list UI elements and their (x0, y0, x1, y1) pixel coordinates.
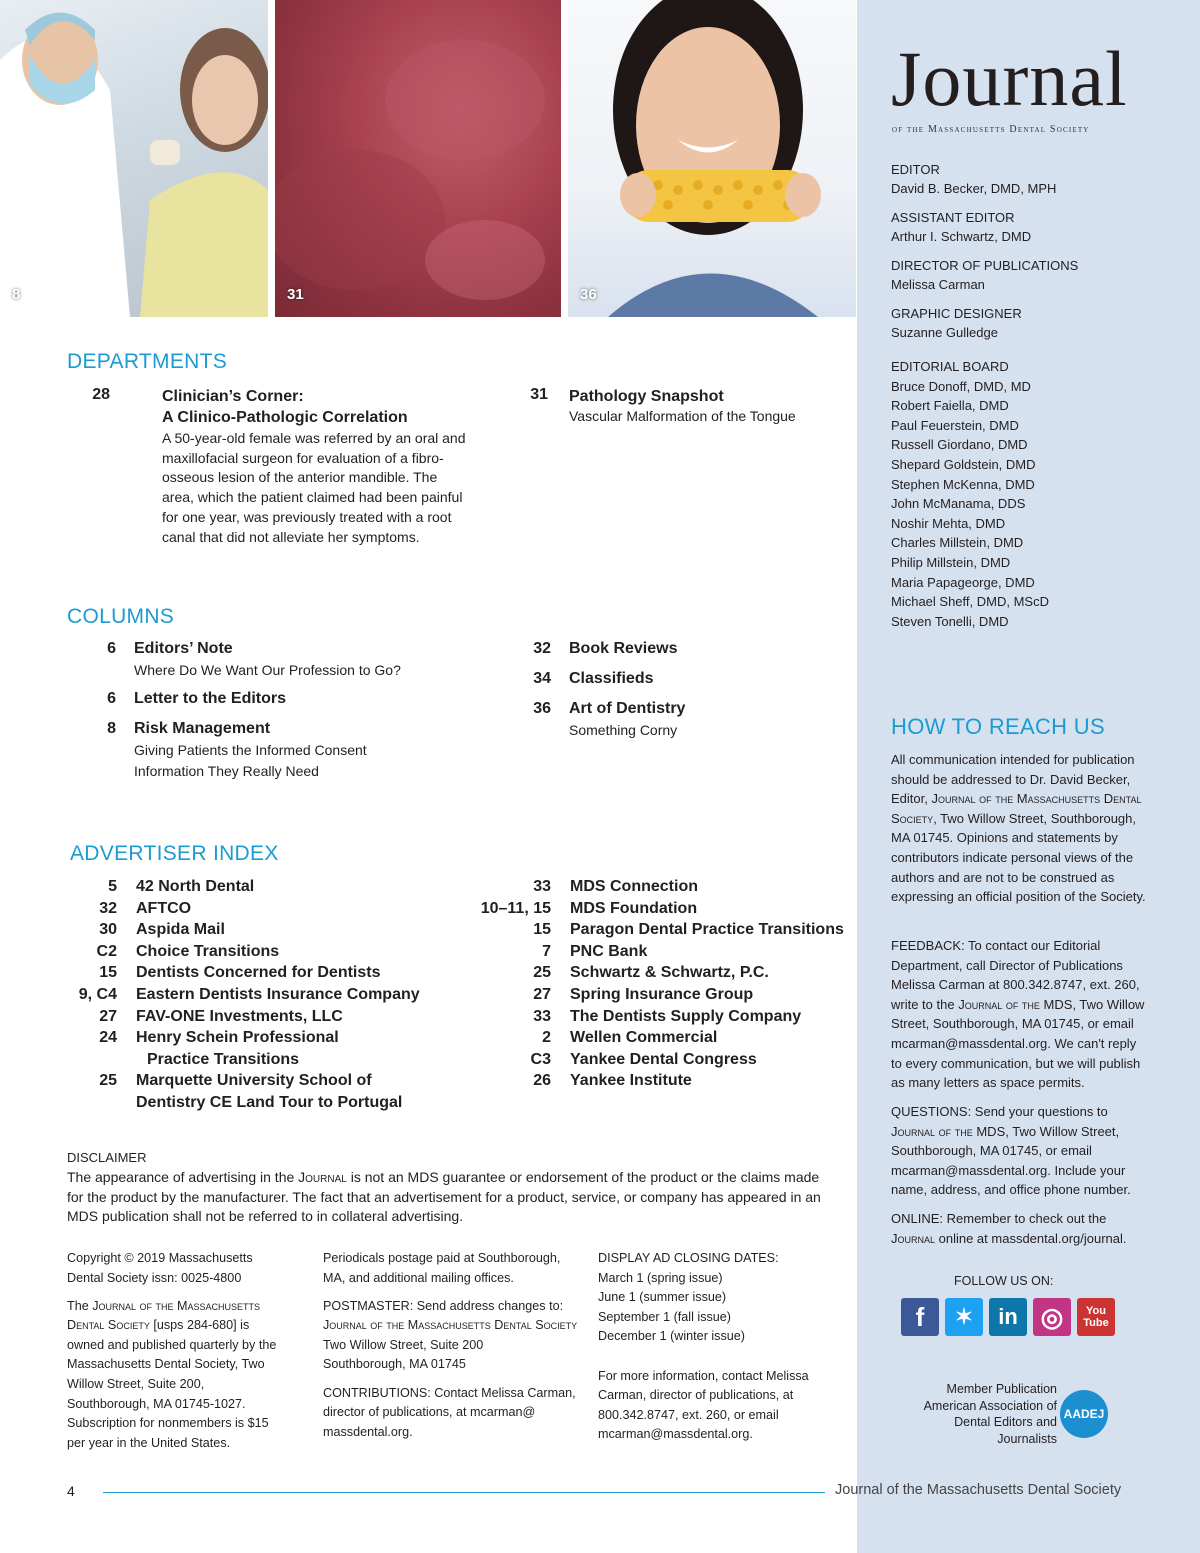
journal-name: Journal of the Massachusetts Dental Society (67, 1298, 261, 1333)
role-name: Melissa Carman (891, 277, 985, 292)
advertiser-page-number: 25 (99, 1072, 117, 1090)
postmaster-address: Southborough, MA 01745 (323, 1357, 466, 1372)
dentist-patient-illustration (0, 0, 268, 317)
advertiser-name: MDS Foundation (570, 899, 698, 917)
postmaster-text: POSTMASTER: Send address changes to: (323, 1298, 564, 1313)
advertiser-page-number: 15 (533, 921, 551, 939)
advertiser-name: Practice Transitions (147, 1050, 300, 1068)
journal-name: Journal of the (891, 1123, 973, 1139)
editorial-board-title: EDITORIAL BOARD (891, 359, 1009, 374)
department-title-line: Clinician’s Corner: (162, 388, 304, 405)
masthead-sidebar (857, 0, 1200, 1553)
advertiser-row (66, 898, 466, 920)
advertiser-list-right (470, 876, 860, 1092)
role-title: GRAPHIC DESIGNER (891, 306, 1022, 321)
board-member: Steven Tonelli, DMD (891, 613, 1009, 629)
advertiser-name: Yankee Dental Congress (570, 1050, 757, 1068)
advertiser-page-number: 15 (99, 964, 117, 982)
ad-date: December 1 (winter issue) (598, 1329, 745, 1344)
role-title: DIRECTOR OF PUBLICATIONS (891, 258, 1079, 273)
advertiser-page-number: 33 (533, 1007, 551, 1025)
advertiser-name: Choice Transitions (136, 942, 280, 960)
board-member: Shepard Goldstein, DMD (891, 456, 1036, 472)
disclaimer-part: The appearance of advertising in the (67, 1169, 299, 1185)
board-member: Michael Sheff, DMD, MScD (891, 594, 1049, 610)
department-page-number: 28 (92, 386, 110, 403)
column-title: Art of Dentistry (569, 700, 686, 717)
online-text: ONLINE: Remember to check out the (891, 1211, 1107, 1226)
postmaster-note (323, 1297, 578, 1375)
ad-date: June 1 (summer issue) (598, 1290, 727, 1305)
advertiser-index-heading: ADVERTISER INDEX (70, 842, 279, 865)
follow-us-label: FOLLOW US ON: (954, 1274, 1054, 1288)
photo-page-number: 36 (580, 286, 597, 303)
column-subtitle: Something Corny (569, 722, 678, 738)
department-page-number: 31 (530, 386, 548, 403)
role-title: ASSISTANT EDITOR (891, 210, 1015, 225)
column-title: Risk Management (134, 720, 271, 737)
advertiser-page-number: 2 (542, 1029, 551, 1047)
journal-name: Journal of the Massachusetts Dental Society (891, 791, 1142, 826)
journal-logo-subtitle: of the Massachusetts Dental Society (892, 124, 1090, 135)
column-title: Editors’ Note (134, 640, 233, 657)
column-title: Letter to the Editors (134, 690, 287, 707)
advertiser-name: 42 North Dental (136, 878, 255, 895)
advertiser-row (470, 898, 860, 920)
departments-heading: DEPARTMENTS (67, 350, 228, 373)
board-member: Robert Faiella, DMD (891, 398, 1009, 414)
journal-name: Journal (891, 1230, 936, 1246)
advertiser-name: Henry Schein Professional (136, 1029, 339, 1047)
advertiser-page-number: 33 (533, 878, 551, 895)
facebook-icon[interactable]: f (901, 1298, 939, 1336)
advertiser-row (470, 962, 860, 984)
ad-dates-column (598, 1249, 838, 1445)
postage-note: Periodicals postage paid at Southborough, MA, and additional mailing offices. (323, 1251, 561, 1285)
journal-logo: Journal (891, 35, 1128, 122)
column-page-number: 32 (533, 640, 551, 657)
advertiser-page-number: C3 (530, 1050, 551, 1068)
instagram-icon[interactable]: ◎ (1033, 1298, 1071, 1336)
department-description: Vascular Malformation of the Tongue (569, 408, 796, 424)
column-title: Classifieds (569, 670, 654, 687)
advertiser-row (66, 1049, 466, 1071)
board-member: Paul Feuerstein, DMD (891, 417, 1019, 433)
column-title: Book Reviews (569, 640, 678, 657)
twitter-icon[interactable]: ✶ (945, 1298, 983, 1336)
advertiser-row (470, 984, 860, 1006)
advertiser-row (66, 1070, 466, 1092)
advertiser-row (66, 962, 466, 984)
advertiser-row (66, 876, 466, 898)
youtube-icon[interactable]: You Tube (1077, 1298, 1115, 1336)
advertiser-row (470, 876, 860, 898)
advertiser-name: Spring Insurance Group (570, 985, 754, 1003)
advertiser-page-number: 27 (99, 1007, 117, 1025)
advertiser-page-number: 25 (533, 964, 551, 982)
member-publication-note: Member Publication American Association of Dental Editors and Journalists (923, 1382, 1057, 1446)
copyright-column (67, 1249, 287, 1462)
advertiser-page-number: 5 (108, 878, 117, 895)
column-page-number: 6 (107, 640, 116, 657)
questions-paragraph (891, 1102, 1146, 1200)
advertiser-page-number: C2 (96, 942, 117, 960)
advertiser-row (470, 919, 860, 941)
ownership-text: The (67, 1298, 93, 1313)
footer-rule (103, 1492, 825, 1493)
advertiser-name: MDS Connection (570, 878, 698, 895)
reach-text: , Two Willow Street, Southborough, MA 01745. Opinions and statements by contributors indicate personal views of the authors and are not to be construed as expressing an official position of the Society. (891, 810, 1146, 905)
advertiser-name: PNC Bank (570, 942, 648, 960)
board-member: Maria Papageorge, DMD (891, 574, 1035, 590)
advertiser-name: AFTCO (136, 899, 192, 917)
column-subtitle: Giving Patients the Informed Consent (134, 742, 367, 758)
department-description: A 50-year-old female was referred by an oral and maxillofacial surgeon for evaluation of a fibro-osseous lesion of the anterior mandible. The area, which the patient claimed had been painful for one year, was previously treated with a root canal that did not alleviate her symptoms. (162, 430, 466, 545)
advertiser-row (66, 941, 466, 963)
board-member: Charles Millstein, DMD (891, 535, 1024, 551)
advertiser-page-number: 9, C4 (78, 985, 117, 1003)
column-page-number: 8 (107, 720, 116, 737)
editorial-board (891, 357, 1049, 631)
advertiser-name: Paragon Dental Practice Transitions (570, 921, 844, 939)
tongue-texture (275, 0, 561, 317)
board-member: Bruce Donoff, DMD, MD (891, 378, 1031, 394)
column-page-number: 36 (533, 700, 551, 717)
board-member: Russell Giordano, DMD (891, 437, 1028, 453)
advertiser-name: Schwartz & Schwartz, P.C. (570, 964, 769, 982)
advertiser-page-number: 30 (99, 921, 117, 939)
journal-name: Journal of the (958, 996, 1040, 1012)
advertiser-name: Eastern Dentists Insurance Company (136, 985, 420, 1003)
advertiser-name: Dentists Concerned for Dentists (136, 964, 381, 982)
online-paragraph (891, 1209, 1146, 1248)
advertiser-row (470, 1027, 860, 1049)
how-to-reach-heading: HOW TO REACH US (891, 714, 1105, 739)
advertiser-row (66, 1027, 466, 1049)
contributions-note: CONTRIBUTIONS: Contact Melissa Carman, director of publications, at mcarman@ massdental.org. (323, 1385, 576, 1439)
reach-paragraph (891, 750, 1146, 907)
postmaster-address: Two Willow Street, Suite 200 (323, 1337, 484, 1352)
advertiser-page-number: 7 (542, 942, 551, 960)
column-page-number: 34 (533, 670, 551, 687)
ad-date: September 1 (fall issue) (598, 1309, 731, 1324)
masthead-role (891, 208, 1031, 246)
linkedin-icon[interactable]: in (989, 1298, 1027, 1336)
advertiser-page-number: 26 (533, 1072, 551, 1090)
masthead-role (891, 256, 1078, 294)
column-subtitle: Where Do We Want Our Profession to Go? (134, 662, 401, 678)
board-member: Philip Millstein, DMD (891, 554, 1011, 570)
advertiser-row (470, 1070, 860, 1092)
photo-page-number: 31 (287, 286, 304, 303)
photo-page-number: 8 (12, 286, 21, 303)
role-title: EDITOR (891, 162, 940, 177)
board-member: John McManama, DDS (891, 496, 1026, 512)
feedback-text: FEEDBACK: To contact our Editorial Department, call Director of Publications Melissa Carman at 800.342.8747, ext. 260, write to the (891, 938, 1140, 1012)
masthead-role (891, 304, 1022, 342)
advertiser-row (470, 1049, 860, 1071)
feedback-text: MDS, Two Willow Street, Southborough, MA 01745, or email mcarman@massdental.org. We can't reply to every communication, but we will publish as many letters as space permits. (891, 996, 1145, 1091)
journal-name: Journal (298, 1169, 347, 1185)
role-name: Suzanne Gulledge (891, 325, 998, 340)
column-subtitle: Information They Really Need (134, 763, 319, 779)
department-title (162, 386, 408, 428)
advertiser-list-left (66, 876, 466, 1114)
questions-text: QUESTIONS: Send your questions to (891, 1104, 1108, 1119)
advertiser-name: Wellen Commercial (570, 1029, 718, 1047)
feedback-paragraph (891, 936, 1146, 1093)
aadej-logo: AADEJ (1060, 1390, 1108, 1438)
masthead-role (891, 160, 1056, 198)
disclaimer-text (67, 1168, 827, 1227)
photo-dentist-patient (0, 0, 268, 317)
woman-corn-illustration (568, 0, 856, 317)
questions-text: MDS, Two Willow Street, Southborough, MA 01745, or email mcarman@massdental.org. Include your name, address, and office phone number. (891, 1123, 1131, 1198)
page-number: 4 (67, 1483, 75, 1499)
advertiser-name: Marquette University School of (136, 1072, 372, 1090)
copyright-line: Copyright © 2019 Massachusetts Dental Society issn: 0025-4800 (67, 1251, 253, 1285)
advertiser-page-number: 24 (99, 1029, 117, 1047)
ownership-note (67, 1297, 287, 1454)
advertiser-page-number: 27 (533, 985, 551, 1003)
advertiser-name: Yankee Institute (570, 1072, 692, 1090)
advertiser-name: FAV-ONE Investments, LLC (136, 1007, 343, 1025)
photo-tongue (275, 0, 561, 317)
role-name: Arthur I. Schwartz, DMD (891, 229, 1032, 244)
reach-text: All communication intended for publication should be addressed to Dr. David Becker, Editor, (891, 752, 1135, 807)
advertiser-page-number: 32 (99, 899, 117, 917)
columns-heading: COLUMNS (67, 605, 175, 628)
ownership-text: [usps 284-680] is owned and published quarterly by the Massachusetts Dental Society, Two Willow Street, Suite 200, Southborough, MA 01745-1027. Subscription for nonmembers is $15 per year in the United States. (67, 1318, 277, 1450)
disclaimer-part: is not an MDS guarantee or endorsement of the product or the claims made for the product by the manufacturer. The fact that an advertisement for a product, service, or company has appeared in an MDS publication shall not be referred to in collateral advertising. (67, 1169, 821, 1225)
advertiser-row (66, 984, 466, 1006)
footer-journal-title: Journal of the Massachusetts Dental Society (835, 1482, 1122, 1498)
department-title-line: A Clinico-Pathologic Correlation (162, 409, 408, 426)
more-info-note: For more information, contact Melissa Carman, director of publications, at 800.342.8747, ext. 260, or email mcarman@massdental.org. (598, 1368, 809, 1442)
online-text: online at massdental.org/journal. (935, 1230, 1127, 1246)
advertiser-name: Dentistry CE Land Tour to Portugal (136, 1093, 403, 1111)
ad-date: March 1 (spring issue) (598, 1270, 723, 1285)
column-page-number: 6 (107, 690, 116, 707)
board-member: Noshir Mehta, DMD (891, 515, 1006, 531)
advertiser-page-number: 10–11, 15 (480, 899, 551, 917)
ad-dates-title: DISPLAY AD CLOSING DATES: (598, 1251, 779, 1265)
role-name: David B. Becker, DMD, MPH (891, 181, 1057, 196)
advertiser-row (470, 1006, 860, 1028)
advertiser-name: Aspida Mail (136, 921, 225, 939)
advertiser-row (66, 919, 466, 941)
disclaimer-heading: DISCLAIMER (67, 1150, 147, 1165)
advertiser-name: The Dentists Supply Company (570, 1007, 802, 1025)
board-member: Stephen McKenna, DMD (891, 476, 1035, 492)
advertiser-row (470, 941, 860, 963)
postage-column (323, 1249, 578, 1451)
journal-name: Journal of the Massachusetts Dental Society (323, 1318, 578, 1333)
advertiser-row (66, 1006, 466, 1028)
department-title: Pathology Snapshot (569, 388, 724, 405)
photo-woman-corn (568, 0, 856, 317)
advertiser-row (66, 1092, 466, 1114)
